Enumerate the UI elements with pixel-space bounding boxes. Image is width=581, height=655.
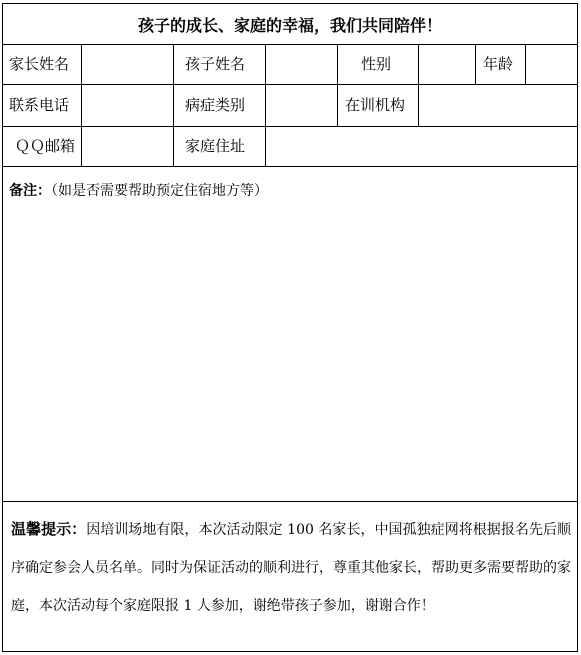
parent-name-label: 家长姓名	[9, 55, 70, 73]
training-institution-label: 在训机构	[345, 96, 406, 114]
training-institution-field[interactable]	[419, 85, 576, 125]
parent-name-field[interactable]	[82, 45, 172, 83]
registration-form	[2, 3, 578, 652]
gender-label: 性别	[361, 55, 392, 73]
home-address-field[interactable]	[266, 127, 576, 165]
notes-heading	[9, 180, 268, 200]
column-divider	[337, 44, 338, 84]
row-divider	[3, 166, 577, 167]
warm-tip	[11, 510, 571, 625]
phone-label: 联系电话	[9, 96, 70, 114]
column-divider	[173, 44, 174, 166]
child-name-label: 孩子姓名	[185, 55, 246, 73]
notes-label: 备注：	[9, 183, 51, 199]
column-divider	[475, 44, 476, 84]
age-field[interactable]	[526, 45, 576, 83]
notes-field[interactable]	[4, 204, 576, 500]
age-label: 年龄	[483, 55, 514, 73]
notes-hint: （如是否需要帮助预定住宿地方等）	[51, 183, 268, 199]
qq-email-label: ＱＱ邮箱	[15, 137, 76, 155]
phone-field[interactable]	[82, 85, 172, 125]
home-address-label: 家庭住址	[185, 137, 246, 155]
warm-tip-label: 温馨提示：	[11, 520, 87, 538]
qq-email-field[interactable]	[82, 127, 172, 165]
column-divider	[337, 84, 338, 126]
gender-field[interactable]	[419, 45, 474, 83]
row-divider	[3, 501, 577, 502]
child-name-field[interactable]	[266, 45, 336, 83]
condition-type-label: 病症类别	[185, 96, 246, 114]
condition-type-field[interactable]	[266, 85, 336, 125]
form-title: 孩子的成长、家庭的幸福，我们共同陪伴！	[137, 15, 442, 35]
warm-tip-text: 因培训场地有限，本次活动限定 100 名家长，中国孤独症网将根据报名先后顺序确定参会人员名单。同时为保证活动的顺利进行，尊重其他家长，帮助更多需要帮助的家庭，本次活动每个家庭限报 1 人参加，谢绝带孩子参加，谢谢合作！	[11, 522, 571, 614]
